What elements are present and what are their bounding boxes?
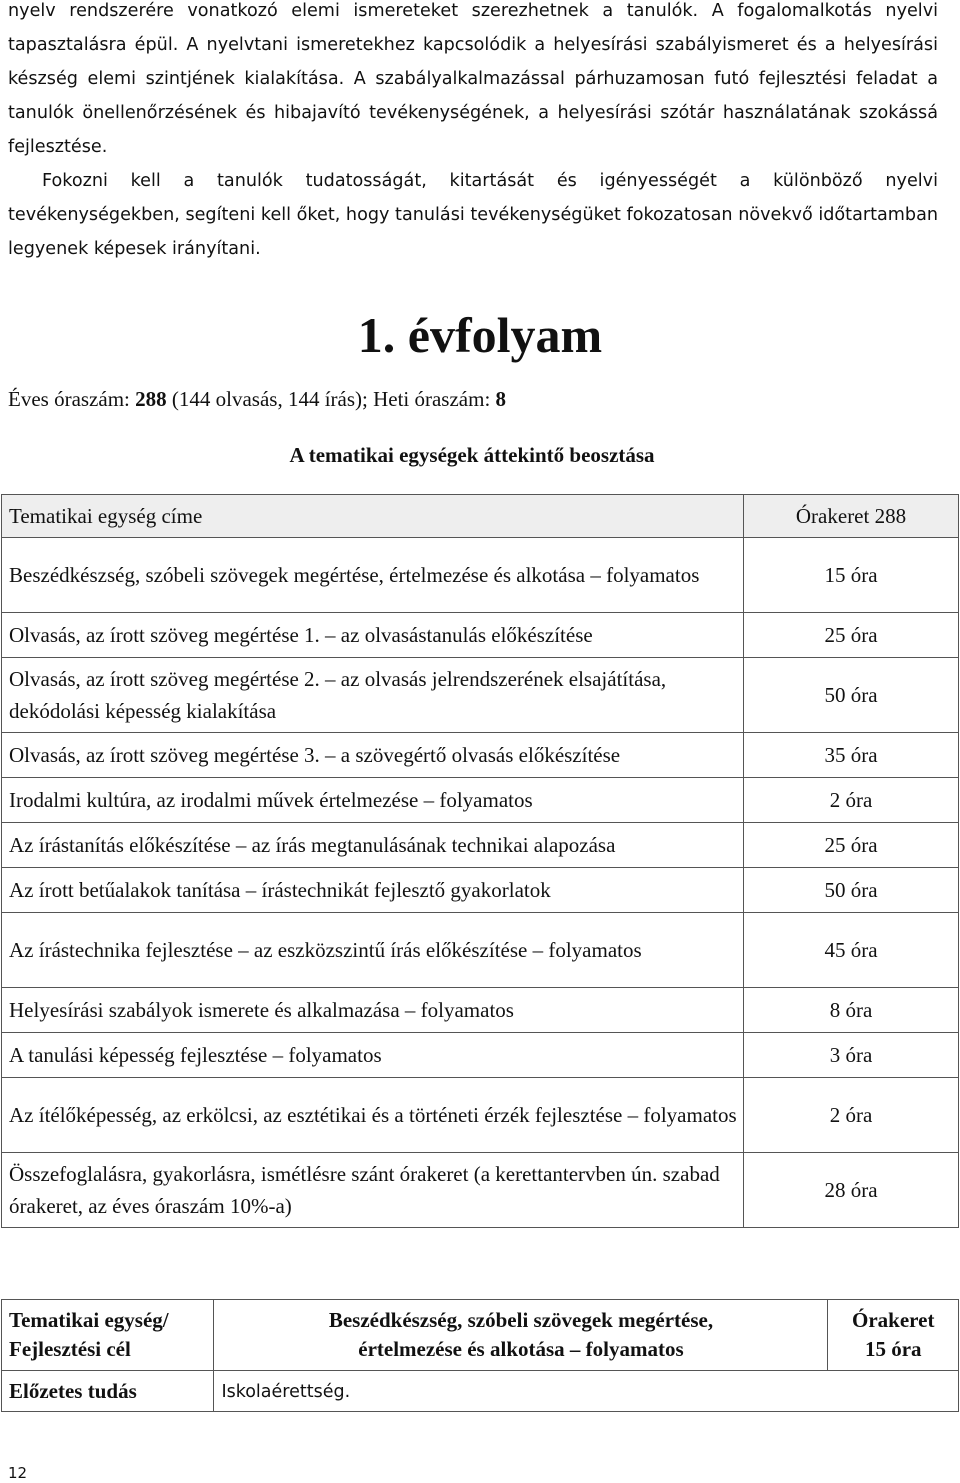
unit-hours-cell [828, 1300, 959, 1371]
unit-title-cell: Olvasás, az írott szöveg megértése 1. – az olvasástanulás előkészítése [2, 613, 744, 658]
prereq-value: Iskolaérettség. [221, 1381, 351, 1402]
unit-hours-cell: 50 óra [744, 868, 959, 913]
unit-title-cell: A tanulási képesség fejlesztése – folyamatos [2, 1033, 744, 1078]
unit-detail-prereq-row [2, 1371, 959, 1412]
unit-hours-cell: 2 óra [744, 778, 959, 823]
page-number: 12 [8, 1464, 28, 1482]
table-row [2, 538, 959, 613]
table-row [2, 868, 959, 913]
unit-hours-cell: 3 óra [744, 1033, 959, 1078]
unit-hours-cell: 15 óra [744, 538, 959, 613]
unit-hours-cell: 45 óra [744, 913, 959, 988]
table-row [2, 733, 959, 778]
prereq-value-cell [214, 1371, 959, 1412]
unit-hours-value: 15 óra [864, 1337, 922, 1361]
table-row [2, 988, 959, 1033]
prereq-label: Előzetes tudás [2, 1371, 214, 1412]
annual-hours-prefix: Éves óraszám: [8, 387, 136, 411]
unit-title-line-1: Beszédkészség, szóbeli szövegek megértése, [328, 1308, 714, 1332]
unit-label-cell [2, 1300, 214, 1371]
intro-paragraph-2: Fokozni kell a tanulók tudatosságát, kitartását és igényességét a különböző nyelvi tevékenységekben, segíteni kell őket, hogy tanulási tevékenységüket fokozatosan növekvő időtartamban legyenek képesek irányítani. [8, 171, 938, 259]
annual-hours-line [8, 384, 506, 414]
table-row [2, 658, 959, 733]
unit-hours-cell: 2 óra [744, 1078, 959, 1153]
unit-title-cell: Összefoglalásra, gyakorlásra, ismétlésre szánt órakeret (a kerettantervben ún. szabad órakeret, az éves óraszám 10%-a) [2, 1153, 744, 1228]
unit-title-cell: Helyesírási szabályok ismerete és alkalmazása – folyamatos [2, 988, 744, 1033]
unit-hours-cell: 25 óra [744, 613, 959, 658]
unit-label-line-2: Fejlesztési cél [9, 1337, 131, 1361]
unit-title-line-2: értelmezése és alkotása – folyamatos [358, 1337, 684, 1361]
unit-hours-cell: 50 óra [744, 658, 959, 733]
table-row [2, 613, 959, 658]
unit-title-cell: Az írott betűalakok tanítása – írástechnikát fejlesztő gyakorlatok [2, 868, 744, 913]
unit-hours-cell: 35 óra [744, 733, 959, 778]
unit-title-cell: Irodalmi kultúra, az irodalmi művek értelmezése – folyamatos [2, 778, 744, 823]
overview-table [1, 494, 959, 1228]
table-row [2, 1033, 959, 1078]
unit-label-line-1: Tematikai egység/ [9, 1308, 169, 1332]
unit-hours-label: Órakeret [852, 1308, 935, 1332]
unit-title-cell: Az írástechnika fejlesztése – az eszközszintű írás előkészítése – folyamatos [2, 913, 744, 988]
unit-hours-cell: 25 óra [744, 823, 959, 868]
unit-detail-header-row [2, 1300, 959, 1371]
table-row [2, 1153, 959, 1228]
header-hours: Órakeret 288 [744, 495, 959, 538]
unit-hours-cell: 8 óra [744, 988, 959, 1033]
overview-table-header [2, 495, 959, 538]
unit-title-cell [214, 1300, 828, 1371]
table-row [2, 823, 959, 868]
unit-hours-cell: 28 óra [744, 1153, 959, 1228]
annual-hours-value: 288 [135, 387, 167, 411]
unit-title-cell: Beszédkészség, szóbeli szövegek megértése, értelmezése és alkotása – folyamatos [2, 538, 744, 613]
annual-hours-middle: (144 olvasás, 144 írás); Heti óraszám: [166, 387, 496, 411]
unit-title-cell: Olvasás, az írott szöveg megértése 3. – a szövegértő olvasás előkészítése [2, 733, 744, 778]
grade-title: 1. évfolyam [357, 307, 603, 363]
unit-title-cell: Olvasás, az írott szöveg megértése 2. – az olvasás jelrendszerének elsajátítása, dekódolási képesség kialakítása [2, 658, 744, 733]
header-unit-title: Tematikai egység címe [2, 495, 744, 538]
intro-paragraph-1: nyelv rendszerére vonatkozó elemi ismereteket szerezhetnek a tanulók. A fogalomalkotás nyelvi tapasztalásra épül. A nyelvtani ismeretekhez kapcsolódik a helyesírási szabályismeret és a helyesírási készség elemi szintjének kialakítása. A szabályalkalmazással párhuzamosan futó fejlesztési feladat a tanulók önellenőrzésének és hibajavító tevékenységének, a helyesírási szótár használatának szokássá fejlesztése. [8, 1, 938, 157]
overview-title: A tematikai egységek áttekintő beosztása [289, 443, 655, 467]
table-row [2, 778, 959, 823]
table-row [2, 913, 959, 988]
intro-text [8, 0, 938, 266]
weekly-hours-value: 8 [495, 387, 507, 411]
unit-title-cell: Az ítélőképesség, az erkölcsi, az esztétikai és a történeti érzék fejlesztése – folyamatos [2, 1078, 744, 1153]
unit-title-cell: Az írástanítás előkészítése – az írás megtanulásának technikai alapozása [2, 823, 744, 868]
unit-detail-table [1, 1299, 959, 1412]
table-row [2, 1078, 959, 1153]
